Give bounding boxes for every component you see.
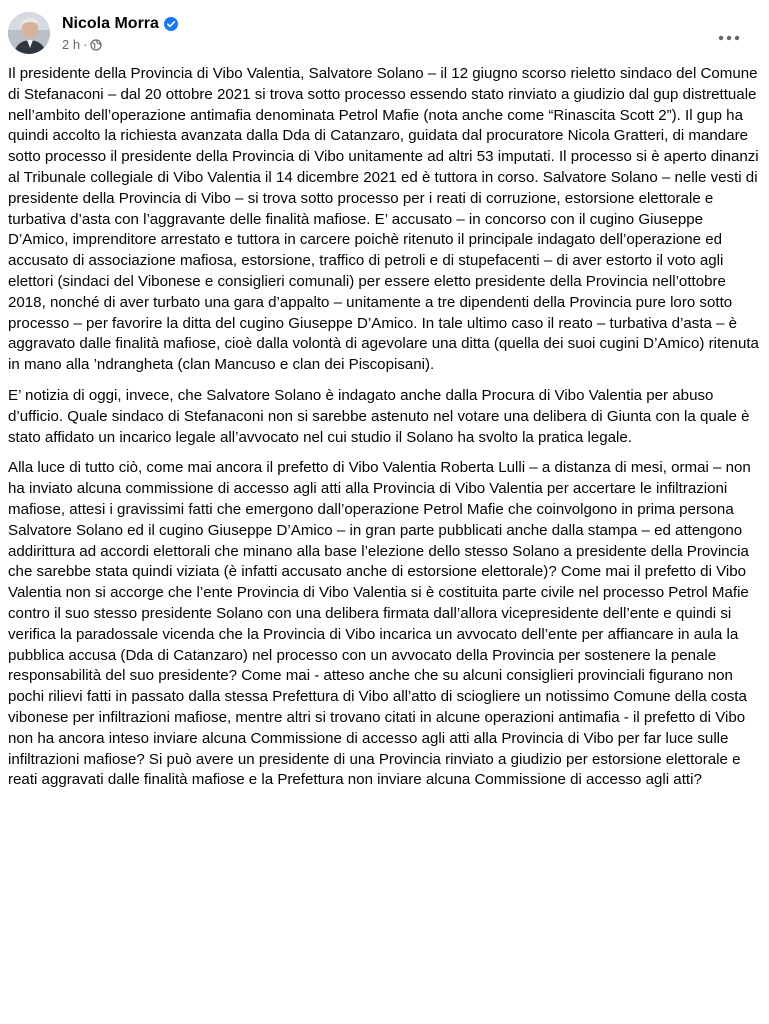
avatar[interactable] [8,12,50,54]
author-name[interactable]: Nicola Morra [62,15,159,32]
post-timestamp[interactable]: 2 h [62,37,81,52]
author-row [62,14,178,34]
author-block [62,14,178,52]
post-paragraph-1: Il presidente della Provincia di Vibo Valentia, Salvatore Solano – il 12 giugno scorso rieletto sindaco del Comune di Stefanaconi – dal 20 ottobre 2021 si trova sotto processo essendo stato rinviato a giudizio dal gup distrettuale nell’ambito dell’operazione antimafia denominata Petrol Mafie (nota anche come “Rinascita Scott 2”). Il gup ha quindi accolto la richiesta avanzata dalla Dda di Catanzaro, guidata dal procuratore Nicola Gratteri, di mandare sotto processo il presidente della Provincia di Vibo unitamente ad altri 53 imputati. Il processo si è aperto dinanzi al Tribunale collegiale di Vibo Valentia il 14 dicembre 2021 ed è tuttora in corso. Salvatore Solano – nelle vesti di presidente della Provincia di Vibo – si trova sotto processo per i reati di corruzione, estorsione elettorale e turbativa d’asta con l’aggravante delle finalità mafiose. E’ accusato – in concorso con il cugino Giuseppe D’Amico, imprenditore arrestato e tuttora in carcere poichè ritenuto il principale indagato dell’operazione ed accusato di associazione mafiosa, estorsione, traffico di petroli e di stupefacenti – di aver estorto il voto agli elettori (sindaci del Vibonese e consiglieri comunali) per essere eletto presidente della Provincia nell’ottobre 2018, nonché di aver turbato una gara d’appalto – unitamente a tre dipendenti della Provincia pure loro sotto processo – per favorire la ditta del cugino Giuseppe D’Amico. In tale ultimo caso il reato – turbativa d’asta – è aggravato dalle finalità mafiose, cioè dalla volontà di agevolare una ditta (quella dei suoi cugini D’Amico) ritenuta in mano alla ’ndrangheta (clan Mancuso e clan dei Piscopisani). [8,65,759,374]
meta-separator: · [83,37,88,52]
post-meta [62,37,178,52]
post-body [8,64,760,801]
globe-icon[interactable] [90,39,102,51]
more-options-icon [718,35,740,41]
verified-badge-icon [164,17,178,31]
post-paragraph-2: E’ notizia di oggi, invece, che Salvatore Solano è indagato anche dalla Procura di Vibo Valentia per abuso d’ufficio. Quale sindaco di Stefanaconi non si sarebbe astenuto nel votare una delibera di Giunta con la quale è stato affidato un incarico legale all’avvocato nel cui studio il Solano ha svolto la pratica legale. [8,386,750,446]
avatar-photo-icon [8,12,50,54]
post-paragraph-3: Alla luce di tutto ciò, come mai ancora il prefetto di Vibo Valentia Roberta Lulli – a distanza di mesi, ormai – non ha inviato alcuna commissione di accesso agli atti alla Provincia di Vibo Valentia per accertare le infiltrazioni mafiose, attesi i gravissimi fatti che emergono dall’operazione Petrol Mafie che coinvolgono in prima persona Salvatore Solano ed il cugino Giuseppe D’Amico – in gran parte pubblicati anche dalla stampa – ed attengono addirittura ad accordi elettorali che minano alla base l’elezione dello stesso Solano a presidente della Provincia che sarebbe stata quindi viziata (è infatti accusato anche di estorsione elettorale)? Come mai il prefetto di Vibo Valentia non si accorge che l’ente Provincia di Vibo Valentia si è costituita parte civile nel processo Petrol Mafie contro il suo stesso presidente Solano con una delibera firmata dall’allora vicepresidente dell’ente e quindi si verifica la paradossale vicenda che la Provincia di Vibo incarica un avvocato dell’ente per affiancare in aula la pubblica accusa (Dda di Catanzaro) nel processo con un avvocato della Provincia per sostenere la penale responsabilità del suo presidente? Come mai - atteso anche che su alcuni consiglieri provinciali figurano non pochi rilievi fatti in passato dalla stessa Prefettura di Vibo all’atto di sciogliere un notissimo Comune della costa vibonese per infiltrazioni mafiose, mentre altri si trovano citati in alcune operazioni antimafia - il prefetto di Vibo non ha ancora inteso inviare alcuna Commissione di accesso agli atti alla Provincia di Vibo per far luce sulle infiltrazioni mafiose? Si può avere un presidente di una Provincia rinviato a giudizio per estorsione elettorale e reati aggravati dalle finalità mafiose e la Prefettura non inviare alcuna Commissione di accesso agli atti? [8,459,751,789]
post-header [8,12,761,62]
more-options-button[interactable] [711,26,747,50]
